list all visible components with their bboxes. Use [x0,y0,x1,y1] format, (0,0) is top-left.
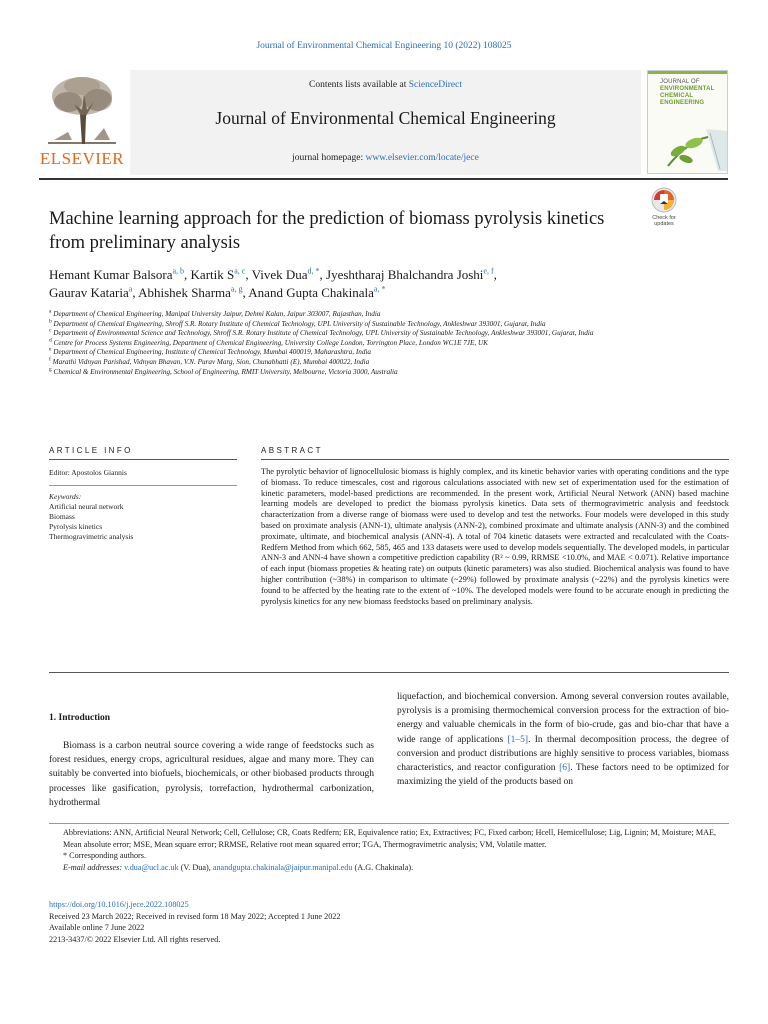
author-list [49,266,669,302]
keyword-item: Artificial neural network [49,502,124,511]
affiliation-item [49,320,729,330]
affiliation-mark: b [49,318,52,325]
affiliation-text: Department of Chemical Engineering, Shroff S.R. Rotary Institute of Chemical Technology, UPL University of Sustainable Technology, Ankleshwar 393001, Gujarat, India [53,319,546,328]
cover-text-line-2: ENVIRONMENTAL [660,86,715,92]
abstract-text: The pyrolytic behavior of lignocellulosic biomass is highly complex, and its kinetic behavior varies with operating conditions and the type of biomass. To reduce timescales, cost and rigorous calculations associated with new set of experimentation used for the estimation of kinetic parameters, model-based predictions are recommended. In the present work, Artificial Neural Network (ANN) based machine learning models are developed to predict the biomass pyrolysis kinetics. Data sets of thermogravimetric analysis and feedstock characterization from a diverse range of biomass were used to develop and test the networks. Four models were developed in this study based on proximate analysis (ANN-1), ultimate analysis (ANN-2), combined proximate and ultimate analysis (ANN-3) and the combined proximate, ultimate, and biochemical analysis (ANN-4). A total of 704 kinetic datasets were extracted and recalculated with the Coats-Redfern Method from which 662, 585, 465 and 133 datasets were used to develop models sequentially. The developed models, in particular ANN-3 and ANN-4 have shown a competitive prediction capability (R² ~ 0.99, RRMSE <10.0%, and MAE < 0.071). Relative importance of each input (biomass propeties & heating rate) on outputs (kinetic parameters) was also studied. Biochemical analysis was found to have higher contribution (~38%) in comparison to ultimate (~29%) followed by proximate analysis (~22%) and the pyrolysis kinetics were found to be affected by the heating rate to the extent of ~10%. The developed models were found to be accurate enough in predicting the pyrolysis kinetics for any new biomass feedstocks based on preliminary analysis. [261,467,729,606]
email-owner-chakinala: (A.G. Chakinala). [352,862,414,872]
affiliation-item [49,310,729,320]
email-link-chakinala[interactable]: anandgupta.chakinala@jaipur.manipal.edu [212,862,353,872]
footnote-divider [49,823,729,824]
elsevier-logo[interactable] [39,70,125,170]
journal-cover-thumbnail[interactable] [647,70,728,174]
abstract-divider [261,459,729,460]
affiliation-mark: g [49,366,52,373]
affiliation-text: Department of Chemical Engineering, Institute of Chemical Technology, Mumbai 400019, Maharashtra, India [53,348,372,357]
journal-title: Journal of Environmental Chemical Engineering [215,108,556,128]
masthead-divider [39,178,728,180]
received-dates: Received 23 March 2022; Received in revised form 18 May 2022; Accepted 1 June 2022 [49,911,341,921]
homepage-prefix: journal homepage: [292,153,366,163]
affiliation-mark: d [49,337,52,344]
abstract-bottom-divider [49,672,729,673]
citation-link[interactable]: [6] [559,763,571,774]
author-name[interactable]: Anand Gupta Chakinala [248,285,374,300]
abbreviations-footnote: Abbreviations: ANN, Artificial Neural Network; Cell, Cellulose; CR, Coats Redfern; ER, Equivalence ratio; Ex, Extractives; FC, Fixed carbon; Hcell, Hemicellulose; Lig, Lignin; M, Moisture; MAE, Mean absolute error; MSE, Mean square error; RRMSE, Relative root mean squared error; TGA, Thermogravimetric analysis; VM, Volatile matter. [63,828,717,849]
author-affiliation-mark[interactable]: a, * [373,284,386,294]
author-separator: , [184,267,191,282]
article-info-divider [49,459,237,460]
available-online-date: Available online 7 June 2022 [49,923,145,933]
affiliation-item [49,348,729,358]
contents-line [130,80,641,90]
keyword-item: Biomass [49,512,75,521]
journal-citation-link[interactable]: Journal of Environmental Chemical Engineering 10 (2022) 108025 [256,41,512,51]
keyword-item: Thermogravimetric analysis [49,532,134,541]
cover-text-line-1: JOURNAL OF [660,79,700,85]
footnotes [49,827,729,873]
affiliation-text: Department of Chemical Engineering, Manipal University Jaipur, Dehmi Kalan, Jaipur 303007, Rajasthan, India [53,310,381,318]
affiliation-text: Centre for Process Systems Engineering, Department of Chemical Engineering, University College London, Torrington Place, London WC1E 7JE, UK [53,338,488,347]
author-name[interactable]: Abhishek Sharma [138,285,231,300]
copyright-line: 2213-3437/© 2022 Elsevier Ltd. All rights reserved. [49,934,221,944]
affiliation-text: Marathi Vidnyan Parishad, Vidnyan Bhavan, V.N. Purav Marg, Sion, Chunabhatti (E), Mumbai 400022, India [52,357,370,366]
affiliation-mark: e [49,346,52,353]
affiliation-item [49,368,729,378]
affiliation-text: Department of Environmental Science and Technology, Shroff S.R. Rotary Institute of Chemical Technology, UPL University of Sustainable Technology, Ankleshwar 393001, Gujarat, India [53,329,594,338]
author-name[interactable]: Jyeshtharaj Bhalchandra Joshi [326,267,484,282]
homepage-line [130,153,641,163]
author-affiliation-mark[interactable]: e, f [483,266,494,276]
article-info-heading: ARTICLE INFO [49,446,133,455]
citation-link[interactable]: [1–5] [507,734,529,745]
abstract-heading: ABSTRACT [261,446,323,455]
crossmark-label-line-1: Check for [652,215,676,221]
author-affiliation-mark[interactable]: a, b [172,266,185,276]
masthead-center-panel [130,70,641,175]
affiliation-mark: a [49,308,52,315]
author-affiliation-mark[interactable]: a, g [230,284,243,294]
author-name[interactable]: Gaurav Kataria [49,285,129,300]
author-separator: , [319,267,327,282]
author-affiliation-mark[interactable]: a, c [234,266,246,276]
crossmark-label-line-2: updates [654,221,674,227]
keyword-item: Pyrolysis kinetics [49,522,103,531]
crossmark-label [649,215,679,227]
author-name[interactable]: Kartik S [190,267,235,282]
author-affiliation-mark[interactable]: d, * [307,266,320,276]
cover-text-line-3: CHEMICAL [660,93,694,99]
affiliation-mark: f [49,356,51,363]
affiliation-item [49,358,729,368]
article-title: Machine learning approach for the prediction of biomass pyrolysis kinetics from preliminary analysis [49,209,605,253]
intro-right-text-2: . In thermal decomposition process, the degree of conversion and product distributions are highly sensitive to process variables, biomass characteristics, and reactor configuration [397,734,729,774]
keywords-label: Keywords: [49,492,82,501]
author-separator: , [242,285,249,300]
affiliation-text: Chemical & Environmental Engineering, School of Engineering, RMIT University, Melbourne, Victoria 3000, Australia [53,367,398,376]
journal-masthead [39,70,728,175]
author-separator: , [493,267,497,282]
author-affiliation-mark[interactable]: a [128,284,133,294]
affiliation-list [49,310,729,377]
doi-link[interactable]: https://doi.org/10.1016/j.jece.2022.108025 [49,900,189,909]
sciencedirect-link[interactable]: ScienceDirect [408,80,462,90]
affiliation-item [49,339,729,349]
email-label: E-mail addresses: [63,862,125,872]
contents-prefix: Contents lists available at [308,80,409,90]
author-separator: , [132,285,139,300]
check-for-updates-badge[interactable] [649,187,679,231]
elsevier-tree-icon [44,74,120,146]
introduction-left-column: Biomass is a carbon neutral source covering a wide range of feedstocks such as forest residues, energy crops, agricultural residues, algae and many more. They can suitably be converted into biofuels, biochemicals, or other biobased products through processes like gasification, pyrolysis, torrefaction, hydrothermal carbonization, hydrothermal [49,741,374,808]
keywords-block [49,492,133,542]
affiliation-item [49,329,729,339]
journal-homepage-link[interactable]: www.elsevier.com/locate/jece [365,153,479,163]
affiliation-mark: c [49,327,52,334]
author-separator: , [245,267,252,282]
email-link-dua[interactable]: v.dua@ucl.ac.uk [124,862,179,872]
author-name[interactable]: Hemant Kumar Balsora [49,267,173,282]
editor-divider [49,485,237,486]
crossmark-icon [649,187,679,215]
email-line [49,862,729,874]
email-owner-dua: (V. Dua), [178,862,213,872]
introduction-heading: 1. Introduction [49,713,111,723]
introduction-right-column [397,690,729,789]
intro-right-text-1: liquefaction, and biochemical conversion. Among several conversion routes available, pyrolysis is a promising thermochemical conversion process for the extraction of bio-energy and valuable chemicals in the form of bio-crude, gas and bio-char that have a wide range of applications [397,692,729,745]
editor-line: Editor: Apostolos Giannis [49,468,127,477]
corresponding-authors-note: * Corresponding authors. [63,851,147,861]
author-name[interactable]: Vivek Dua [251,267,308,282]
publisher-name: ELSEVIER [39,149,125,168]
cover-text-line-4: ENGINEERING [660,100,705,106]
intro-right-text-3: . These factors need to be optimized for maximizing the yield of the products based on [397,763,730,788]
publication-info [49,899,729,945]
